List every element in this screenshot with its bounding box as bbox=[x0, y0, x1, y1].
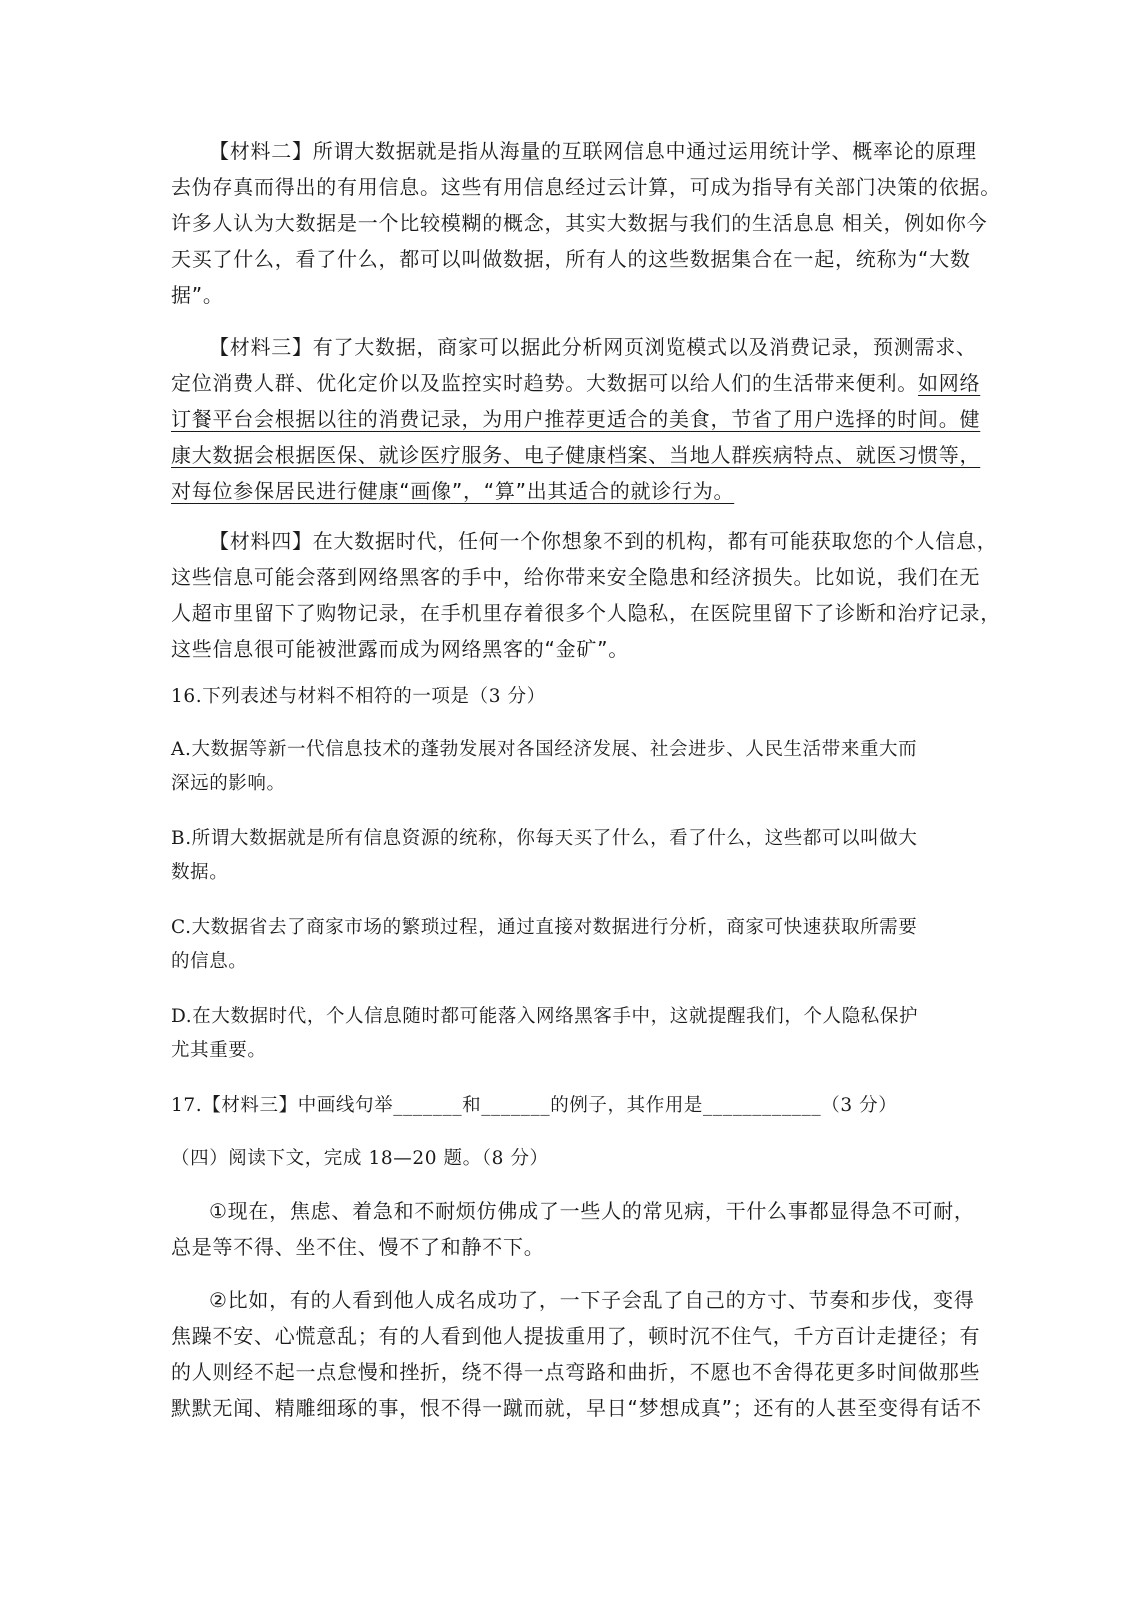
text-line: 默默无闻、精雕细琢的事，恨不得一蹴而就，早日“梦想成真”；还有的人甚至变得有话不 bbox=[171, 1396, 982, 1420]
text-line: 这些信息很可能被泄露而成为网络黑客的“金矿”。 bbox=[171, 637, 629, 661]
text-line: ②比如，有的人看到他人成名成功了，一下子会乱了自己的方寸、节奏和步伐，变得 bbox=[209, 1288, 975, 1312]
underlined-sentence: 对每位参保居民进行健康“画像”，“算”出其适合的就诊行为。 bbox=[171, 479, 735, 503]
option-text: B.所谓大数据就是所有信息资源的统称，你每天买了什么，看了什么，这些都可以叫做大 bbox=[171, 828, 918, 849]
section-heading: （四）阅读下文，完成 18—20 题。（8 分） bbox=[171, 1148, 549, 1169]
text-line: 的人则经不起一点怠慢和挫折，绕不得一点弯路和曲折，不愿也不舍得花更多时间做那些 bbox=[171, 1360, 981, 1384]
question-stem: 16.下列表述与材料不相符的一项是（3 分） bbox=[171, 686, 546, 707]
underlined-sentence: 康大数据会根据医保、就诊医疗服务、电子健康档案、当地人群疾病特点、就医习惯等， bbox=[171, 443, 981, 467]
option-text: 深远的影响。 bbox=[171, 773, 286, 794]
text-line: 人超市里留下了购物记录，在手机里存着很多个人隐私，在医院里留下了诊断和治疗记录， bbox=[171, 601, 1001, 625]
text-line: 天买了什么，看了什么，都可以叫做数据，所有人的这些数据集合在一起，统称为“大数 bbox=[171, 247, 971, 271]
option-text: 的信息。 bbox=[171, 951, 248, 972]
text-line: 许多人认为大数据是一个比较模糊的概念，其实大数据与我们的生活息息 相关，例如你今 bbox=[171, 211, 988, 235]
text-line bbox=[171, 370, 980, 396]
option-text: D.在大数据时代，个人信息随时都可能落入网络黑客手中，这就提醒我们，个人隐私保护 bbox=[171, 1006, 919, 1027]
text-line: 【材料四】在大数据时代，任何一个你想象不到的机构，都有可能获取您的个人信息， bbox=[209, 529, 998, 553]
text-line: 总是等不得、坐不住、慢不了和静不下。 bbox=[171, 1235, 545, 1259]
option-text: A.大数据等新一代信息技术的蓬勃发展对各国经济发展、社会进步、人民生活带来重大而 bbox=[171, 739, 918, 760]
text-segment: 大数据可以给人们的生活带来便利。 bbox=[586, 371, 918, 395]
question-stem: 17.【材料三】中画线句举_______和_______的例子，其作用是____________（3 分） bbox=[171, 1095, 898, 1116]
option-text: 尤其重要。 bbox=[171, 1040, 267, 1061]
text-line: 焦躁不安、心慌意乱；有的人看到他人提拔重用了，顿时沉不住气，千方百计走捷径；有 bbox=[171, 1324, 981, 1348]
text-line: 去伪存真而得出的有用信息。这些有用信息经过云计算，可成为指导有关部门决策的依据。 bbox=[171, 175, 1001, 199]
underlined-sentence: 订餐平台会根据以往的消费记录，为用户推荐更适合的美食，节省了用户选择的时间。健 bbox=[171, 407, 981, 431]
option-text: 数据。 bbox=[171, 862, 229, 883]
text-segment: 定位消费人群、优化定价以及监控实时趋势。 bbox=[171, 371, 586, 395]
text-line: ①现在，焦虑、着急和不耐烦仿佛成了一些人的常见病，干什么事都显得急不可耐， bbox=[209, 1199, 975, 1223]
underlined-sentence: 如网络 bbox=[918, 371, 981, 395]
text-line: 据”。 bbox=[171, 283, 224, 307]
option-text: C.大数据省去了商家市场的繁琐过程，通过直接对数据进行分析，商家可快速获取所需要 bbox=[171, 917, 918, 938]
text-line: 【材料三】有了大数据，商家可以据此分析网页浏览模式以及消费记录，预测需求、 bbox=[209, 335, 977, 359]
text-line: 【材料二】所谓大数据就是指从海量的互联网信息中通过运用统计学、概率论的原理 bbox=[209, 139, 977, 163]
text-line: 这些信息可能会落到网络黑客的手中，给你带来安全隐患和经济损失。比如说，我们在无 bbox=[171, 565, 981, 589]
